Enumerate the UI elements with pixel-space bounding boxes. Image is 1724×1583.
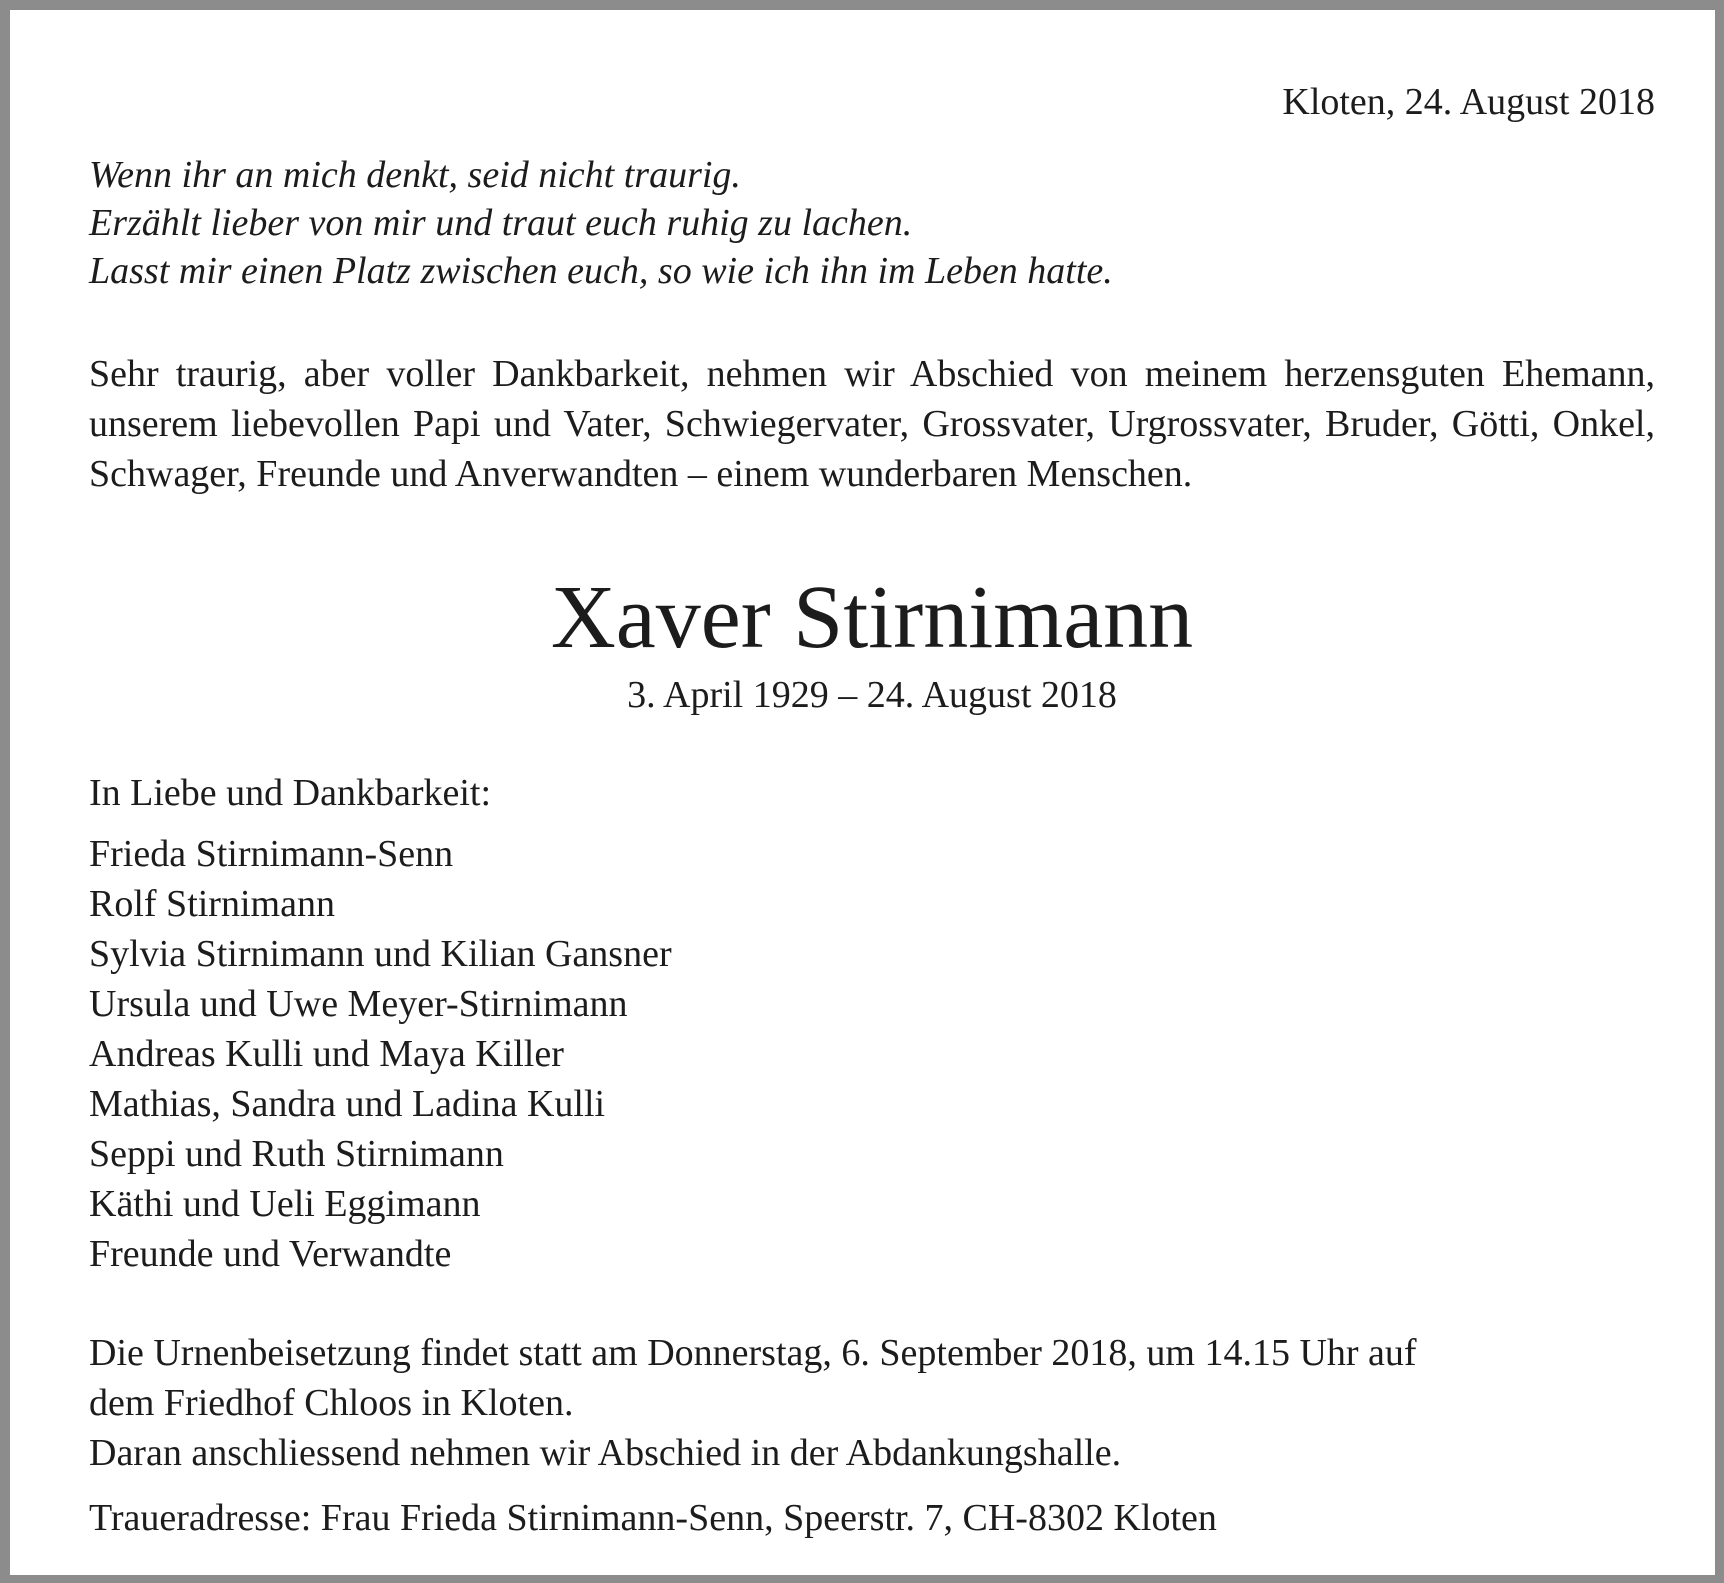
- deceased-name: Xaver Stirnimann: [550, 568, 1194, 667]
- poem: [89, 151, 1113, 295]
- mourner-name: Freunde und Verwandte: [89, 1233, 452, 1275]
- service-line: Daran anschliessend nehmen wir Abschied in der Abdankungshalle.: [89, 1432, 1122, 1474]
- service-line: dem Friedhof Chloos in Kloten.: [89, 1382, 574, 1424]
- mourner-name: Andreas Kulli und Maya Killer: [89, 1033, 564, 1075]
- service-details: [89, 1328, 1417, 1478]
- mourner-name: Käthi und Ueli Eggimann: [89, 1183, 481, 1225]
- mourning-address: Traueradresse: Frau Frieda Stirnimann-Senn, Speerstr. 7, CH-8302 Kloten: [89, 1497, 1217, 1539]
- service-line: Die Urnenbeisetzung findet statt am Donnerstag, 6. September 2018, um 14.15 Uhr auf: [89, 1332, 1417, 1374]
- dateline: Kloten, 24. August 2018: [1282, 81, 1655, 123]
- mourner-name: Sylvia Stirnimann und Kilian Gansner: [89, 933, 672, 975]
- poem-line: Wenn ihr an mich denkt, seid nicht traurig.: [89, 154, 741, 196]
- intro-paragraph: Sehr traurig, aber voller Dankbarkeit, nehmen wir Abschied von meinem herzensguten Ehemann, unserem liebevollen Papi und Vater, Schwiegervater, Grossvater, Urgrossvater, Bruder, Götti, Onkel, Schwager, Freunde und Anverwandten – einem wunderbaren Menschen.: [89, 353, 1655, 495]
- thanks-heading: In Liebe und Dankbarkeit:: [89, 772, 492, 814]
- mourner-name: Rolf Stirnimann: [89, 883, 335, 925]
- lifespan-dates: 3. April 1929 – 24. August 2018: [627, 674, 1117, 716]
- mourner-name: Seppi und Ruth Stirnimann: [89, 1133, 504, 1175]
- mourner-name: Mathias, Sandra und Ladina Kulli: [89, 1083, 606, 1125]
- poem-line: Erzählt lieber von mir und traut euch ruhig zu lachen.: [89, 202, 913, 244]
- mourner-name: Ursula und Uwe Meyer-Stirnimann: [89, 983, 628, 1025]
- poem-line: Lasst mir einen Platz zwischen euch, so wie ich ihn im Leben hatte.: [89, 250, 1113, 292]
- mourner-name: Frieda Stirnimann-Senn: [89, 833, 454, 875]
- mourners-list: [89, 829, 672, 1279]
